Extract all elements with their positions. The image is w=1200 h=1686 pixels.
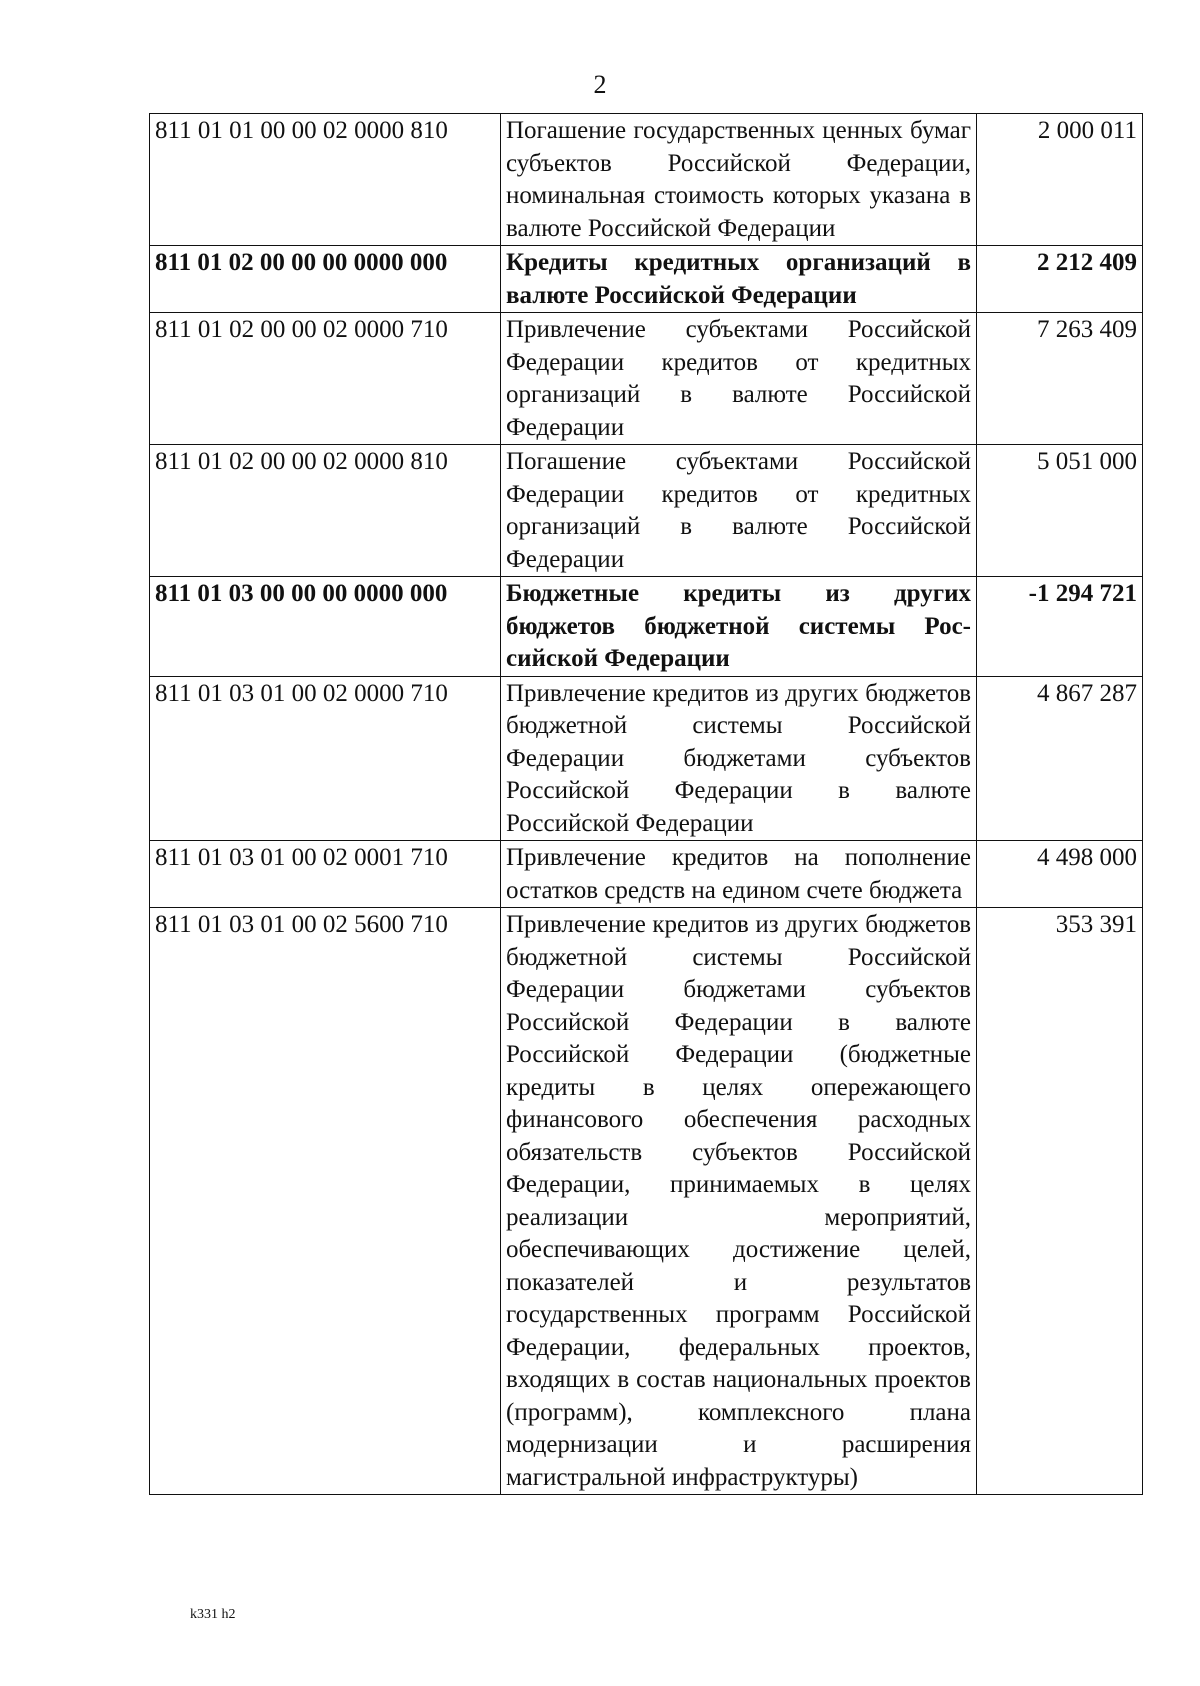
row-amount: 7 263 409 xyxy=(977,313,1143,445)
table-row xyxy=(150,577,1143,677)
row-code: 811 01 02 00 00 02 0000 810 xyxy=(150,445,501,577)
row-amount: -1 294 721 xyxy=(977,577,1143,677)
row-name: Кредиты кредитных организаций в валюте Российской Федерации xyxy=(501,246,977,313)
row-code: 811 01 02 00 00 00 0000 000 xyxy=(150,246,501,313)
table-row xyxy=(150,114,1143,246)
row-name: Привлечение кредитов из других бюджетов бюджетной системы Российской Федерации бюджетами субъектов Российской Федерации в валюте Российской Федерации (бюджетные кредиты в целях опережающего финансового обеспечения расходных обязательств субъектов Российской Федерации, принимаемых в целях реализации мероприятий, обеспечивающих достижение целей, показателей и результатов государственных программ Российской Федерации, федеральных проектов, входящих в состав национальных проектов (программ), комплексного плана модернизации и расширения магистральной инфраструктуры) xyxy=(501,908,977,1495)
table-row xyxy=(150,246,1143,313)
table-row xyxy=(150,676,1143,841)
row-name: Погашение государственных ценных бумаг субъектов Российской Федерации, номинальная стоимость которых указана в валюте Российской Федерации xyxy=(501,114,977,246)
row-name: Привлечение кредитов из других бюджетов бюджетной системы Российской Федерации бюджетами субъектов Российской Федерации в валюте Российской Федерации xyxy=(501,676,977,841)
page-number: 2 xyxy=(593,70,607,99)
row-code: 811 01 01 00 00 02 0000 810 xyxy=(150,114,501,246)
row-code: 811 01 03 01 00 02 0001 710 xyxy=(150,841,501,908)
table-row xyxy=(150,445,1143,577)
row-name: Привлечение кредитов на пополнение остатков средств на едином счете бюджета xyxy=(501,841,977,908)
row-name: Привлечение субъектами Российской Федерации кредитов от кредитных организаций в валюте Российской Федерации xyxy=(501,313,977,445)
row-name: Погашение субъектами Российской Федерации кредитов от кредитных организаций в валюте Российской Федерации xyxy=(501,445,977,577)
table-row xyxy=(150,908,1143,1495)
budget-sources-table xyxy=(149,113,1143,1495)
row-code: 811 01 03 00 00 00 0000 000 xyxy=(150,577,501,677)
document-footer-code: k331 h2 xyxy=(190,1607,236,1622)
row-code: 811 01 02 00 00 02 0000 710 xyxy=(150,313,501,445)
row-amount: 353 391 xyxy=(977,908,1143,1495)
row-code: 811 01 03 01 00 02 0000 710 xyxy=(150,676,501,841)
row-amount: 2 212 409 xyxy=(977,246,1143,313)
row-code: 811 01 03 01 00 02 5600 710 xyxy=(150,908,501,1495)
row-amount: 2 000 011 xyxy=(977,114,1143,246)
row-amount: 4 498 000 xyxy=(977,841,1143,908)
row-amount: 4 867 287 xyxy=(977,676,1143,841)
table-row xyxy=(150,841,1143,908)
row-amount: 5 051 000 xyxy=(977,445,1143,577)
row-name: Бюджетные кредиты из других бюджетов бюджетной системы Российской Федерации xyxy=(501,577,977,677)
table-row xyxy=(150,313,1143,445)
